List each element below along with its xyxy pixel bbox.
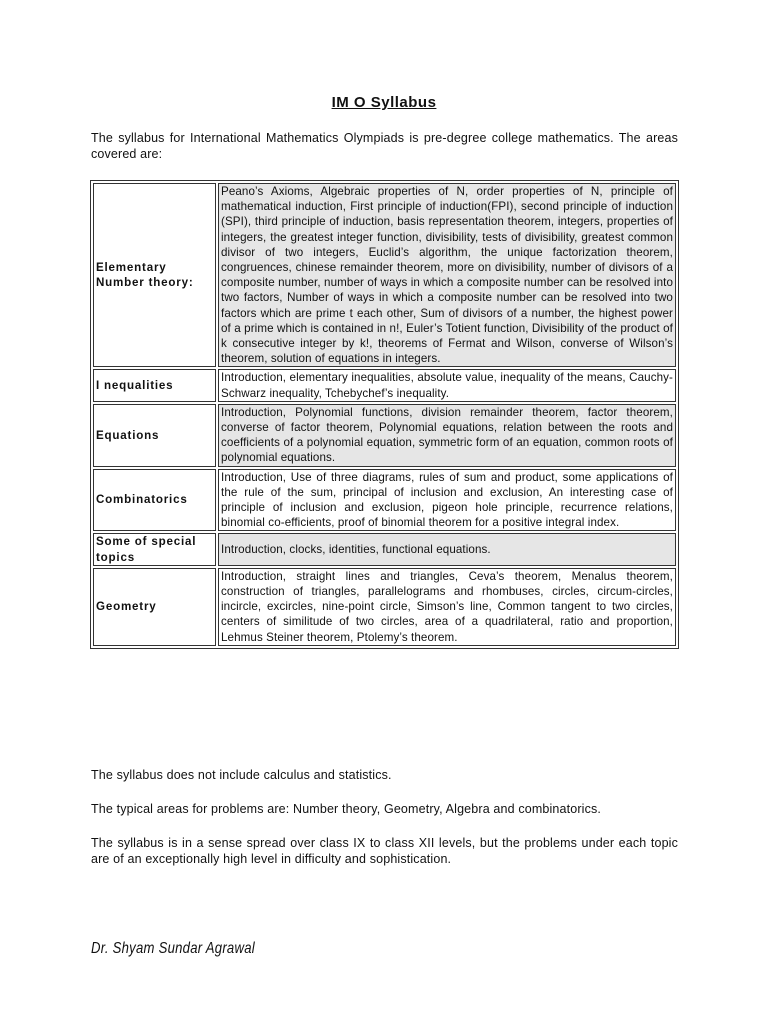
note-levels: The syllabus is in a sense spread over class IX to class XII levels, but the problems under each topic are of an exceptionally high level in difficulty and sophistication. xyxy=(91,836,678,866)
note-calculus: The syllabus does not include calculus and statistics. xyxy=(91,768,392,782)
topic-description: Introduction, Use of three diagrams, rules of sum and product, some applications of the rule of the sum, principal of inclusion and exclusion, An interesting case of principle of inclusion and exclusion, pigeon hole principle, recurrence relations, binomial co-efficients, proof of binomial theorem for a positive integral index. xyxy=(218,469,676,532)
topic-name: Some of special topics xyxy=(93,533,216,565)
topic-name: Elementary Number theory: xyxy=(93,183,216,367)
page-title: IM O Syllabus xyxy=(331,94,437,111)
table-row xyxy=(93,469,676,532)
topic-description: Introduction, elementary inequalities, absolute value, inequality of the means, Cauchy-Schwarz inequality, Tchebychef’s inequality. xyxy=(218,369,676,401)
topic-description: Introduction, clocks, identities, functional equations. xyxy=(218,533,676,565)
syllabus-table xyxy=(90,180,679,649)
topic-description: Introduction, straight lines and triangles, Ceva’s theorem, Menalus theorem, construction of triangles, parallelograms and rhombuses, circles, circum-circles, incircle, excircles, nine-point circle, Simson’s line, Common tangent to two circles, centers of similitude of two circles, area of a quadrilateral, ratio and proportion, Lehmus Steiner theorem, Ptolemy’s theorem. xyxy=(218,568,676,646)
table-row xyxy=(93,369,676,401)
topic-name: Geometry xyxy=(93,568,216,646)
table-row xyxy=(93,568,676,646)
table-row xyxy=(93,404,676,467)
topic-description: Peano’s Axioms, Algebraic properties of N, order properties of N, principle of mathematical induction, First principle of induction(FPI), second principle of induction (SPI), third principle of induction, basis representation theorem, integers, properties of integers, the greatest integer function, divisibility, tests of divisibility, greatest common divisor of two integers, Euclid’s algorithm, the unique factorization theorem, congruences, chinese remainder theorem, more on divisibility, number of divisors of a composite number, number of ways in which a composite number can be resolved into two factors, Number of ways in which a composite number can be resolved into two factors which are prime t each other, Sum of divisors of a number, the highest power of a prime which is contained in n!, Euler’s Totient function, Divisibility of the product of k consecutive integer by k!, theorems of Fermat and Wilson, converse of Wilson’s theorem, solution of equations in integers. xyxy=(218,183,676,367)
note-problem-areas: The typical areas for problems are: Number theory, Geometry, Algebra and combinatorics. xyxy=(91,802,602,816)
table-row xyxy=(93,183,676,367)
intro-paragraph: The syllabus for International Mathematics Olympiads is pre-degree college mathematics. The areas covered are: xyxy=(91,131,678,161)
topic-description: Introduction, Polynomial functions, division remainder theorem, factor theorem, converse of factor theorem, Polynomial equations, relation between the roots and coefficients of a polynomial equation, symmetric form of an equation, common roots of polynomial equations. xyxy=(218,404,676,467)
topic-name: I nequalities xyxy=(93,369,216,401)
table-row xyxy=(93,533,676,565)
author-signature: Dr. Shyam Sundar Agrawal xyxy=(91,940,255,957)
topic-name: Combinatorics xyxy=(93,469,216,532)
topic-name: Equations xyxy=(93,404,216,467)
